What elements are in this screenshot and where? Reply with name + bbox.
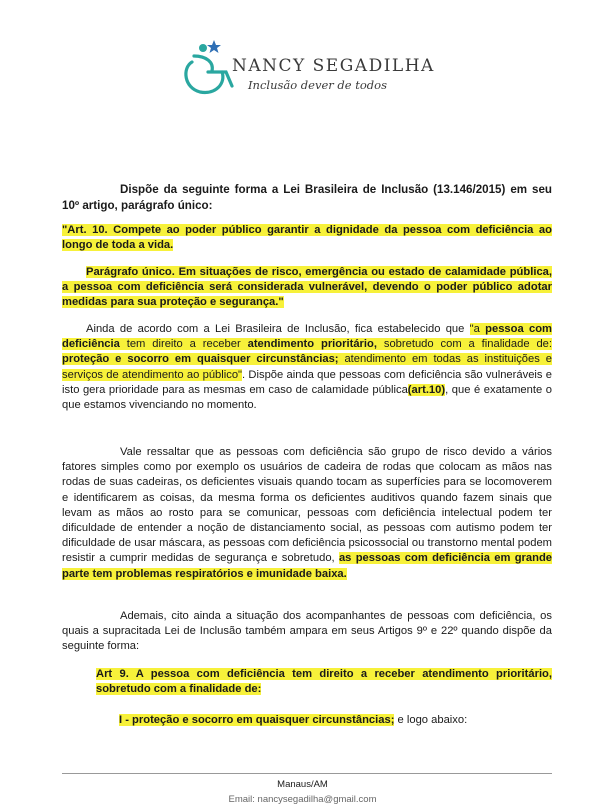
p1-text-c: , que é exatamente o que estamos vivenciando no momento. — [62, 383, 552, 412]
p1-highlight-1: "a — [469, 323, 486, 335]
p1-highlight-7: atendimento em todas as instituições e serviços de atendimento ao público" — [62, 353, 552, 381]
p1-highlight-4: atendimento prioritário, — [247, 338, 377, 351]
intro-paragraph: Dispõe da seguinte forma a Lei Brasileira de Inclusão (13.146/2015) em seu 10º artigo, parágrafo único: — [62, 183, 552, 212]
p2-text: Vale ressaltar que as pessoas com deficiência são grupo de risco devido a vários fatores simples como por exemplo os usuários de cadeira de rodas que colocam as mãos nas rodas de suas cadeiras, os deficientes visuais quando tocam as superfícies para se locomoverem e identificarem as coisas, da mesma forma os deficientes auditivos quando fazem sinais que levam as mãos ao rosto para se comunicar, pessoas com deficiência intelectual podem ter dificuldade de entender a noção de distanciamento social, as pessoas com autismo podem ter dificuldade de usar máscara, as pessoas com deficiência psicossocial ou transtorno mental podem resistir a cumprir medidas de segurança e sobretudo, — [62, 446, 552, 565]
p1-highlight-6: proteção e socorro em quaisquer circunstâncias; — [62, 353, 339, 366]
p1-highlight-3: tem direito a receber — [119, 338, 248, 351]
quote-art9 — [96, 667, 552, 697]
quote-paragrafo-unico — [62, 265, 552, 311]
p2-highlight: as pessoas com deficiência em grande parte tem problemas respiratórios e imunidade baixa. — [62, 552, 552, 580]
p1-highlight-art10: (art.10) — [407, 383, 446, 396]
art9-text: Art 9. A pessoa com deficiência tem direito a receber atendimento prioritário, sobretudo com a finalidade de: — [96, 668, 552, 696]
p1-text-a: Ainda de acordo com a Lei Brasileira de Inclusão, fica estabelecido que — [86, 323, 470, 335]
footer-divider — [62, 773, 552, 774]
footer-email: Email: nancysegadilha@gmail.com — [228, 794, 377, 805]
p1-highlight-2: pessoa com deficiência — [62, 323, 552, 351]
inciso-1-text: I - proteção e socorro em quaisquer circunstâncias; — [119, 714, 395, 726]
brand-name: NANCY SEGADILHA — [232, 56, 435, 76]
paragraph-risk-group — [62, 445, 552, 582]
brand-tagline: Inclusão dever de todos — [248, 78, 387, 92]
quote-art10 — [62, 223, 552, 253]
paragraph-lbi-priority — [62, 322, 552, 413]
quote-art10-text: "Art. 10. Compete ao poder público garantir a dignidade da pessoa com deficiência ao longo de toda a vida. — [62, 224, 552, 252]
paragraph-companions: Ademais, cito ainda a situação dos acompanhantes de pessoas com deficiência, os quais a supracitada Lei de Inclusão também ampara em seus Artigos 9º e 22º quando dispõe da seguinte forma: — [62, 610, 552, 653]
quote-inciso-1 — [119, 713, 559, 728]
footer-city: Manaus/AM — [277, 779, 328, 790]
p1-text-b: . Dispõe ainda que pessoas com deficiência são vulneráveis e isto gera prioridade para as mesmas em caso de calamidade pública — [62, 368, 552, 396]
p1-highlight-5: sobretudo com a finalidade de: — [376, 338, 553, 351]
quote-paragrafo-text: Parágrafo único. Em situações de risco, emergência ou estado de calamidade pública, a pessoa com deficiência será considerada vulnerável, devendo o poder público adotar medidas para sua proteção e segurança." — [62, 266, 552, 309]
inciso-1-tail: e logo abaixo: — [397, 714, 468, 726]
